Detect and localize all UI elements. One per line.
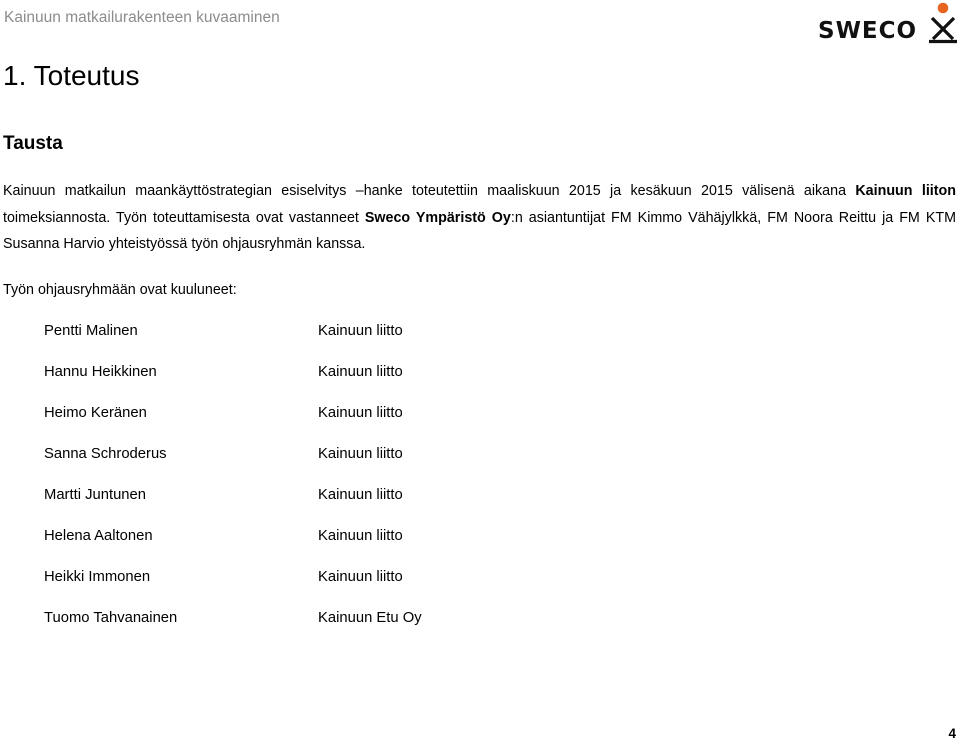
intro-text-2: toimeksiannosta. Työn toteuttamisesta ovat vastanneet	[3, 209, 365, 226]
section-title: Tausta	[3, 133, 63, 154]
list-item	[44, 444, 644, 485]
member-name: Tuomo Tahvanainen	[44, 610, 178, 626]
steering-group-intro: Työn ohjausryhmään ovat kuuluneet:	[3, 282, 237, 298]
member-name: Sanna Schroderus	[44, 446, 167, 462]
member-organization: Kainuun Etu Oy	[318, 610, 422, 626]
member-name: Helena Aaltonen	[44, 528, 153, 544]
sweco-logo-mark-icon	[926, 2, 960, 44]
member-organization: Kainuun liitto	[318, 405, 403, 421]
list-item	[44, 526, 644, 567]
member-organization: Kainuun liitto	[318, 446, 403, 462]
list-item	[44, 485, 644, 526]
member-name: Heikki Immonen	[44, 569, 151, 585]
member-name: Heimo Keränen	[44, 405, 147, 421]
page-title: 1. Toteutus	[3, 60, 140, 91]
intro-org-sweco: Sweco Ympäristö Oy	[364, 209, 511, 226]
logo-wordmark: SWECO	[818, 18, 918, 44]
member-name: Hannu Heikkinen	[44, 364, 157, 380]
list-item	[44, 362, 644, 403]
sweco-logo	[818, 2, 960, 46]
member-organization: Kainuun liitto	[318, 323, 403, 339]
member-organization: Kainuun liitto	[318, 364, 403, 380]
member-organization: Kainuun liitto	[318, 528, 403, 544]
document-header-title: Kainuun matkailurakenteen kuvaaminen	[4, 9, 280, 26]
member-organization: Kainuun liitto	[318, 487, 403, 503]
page-number: 4	[948, 726, 956, 741]
list-item	[44, 321, 644, 362]
list-item	[44, 567, 644, 608]
intro-org-kainuun-liitto: Kainuun liiton	[855, 183, 956, 199]
member-name: Martti Juntunen	[44, 487, 146, 503]
member-organization: Kainuun liitto	[318, 569, 403, 585]
intro-paragraph	[3, 178, 956, 258]
intro-text-1: Kainuun matkailun maankäyttöstrategian esiselvitys –hanke toteutettiin maaliskuun 2015 ja kesäkuun 2015 välisenä aikana	[3, 183, 856, 199]
list-item	[44, 608, 644, 649]
steering-group-list	[44, 321, 644, 649]
list-item	[44, 403, 644, 444]
logo-mark-head	[938, 3, 949, 14]
member-name: Pentti Malinen	[44, 323, 138, 339]
intro-text-3: :n asiantuntijat FM Kimmo Vähäjylkkä, FM Noora Reittu ja FM KTM Susanna Harvio yhteistyössä työn ohjausryhmän kanssa.	[3, 209, 956, 252]
